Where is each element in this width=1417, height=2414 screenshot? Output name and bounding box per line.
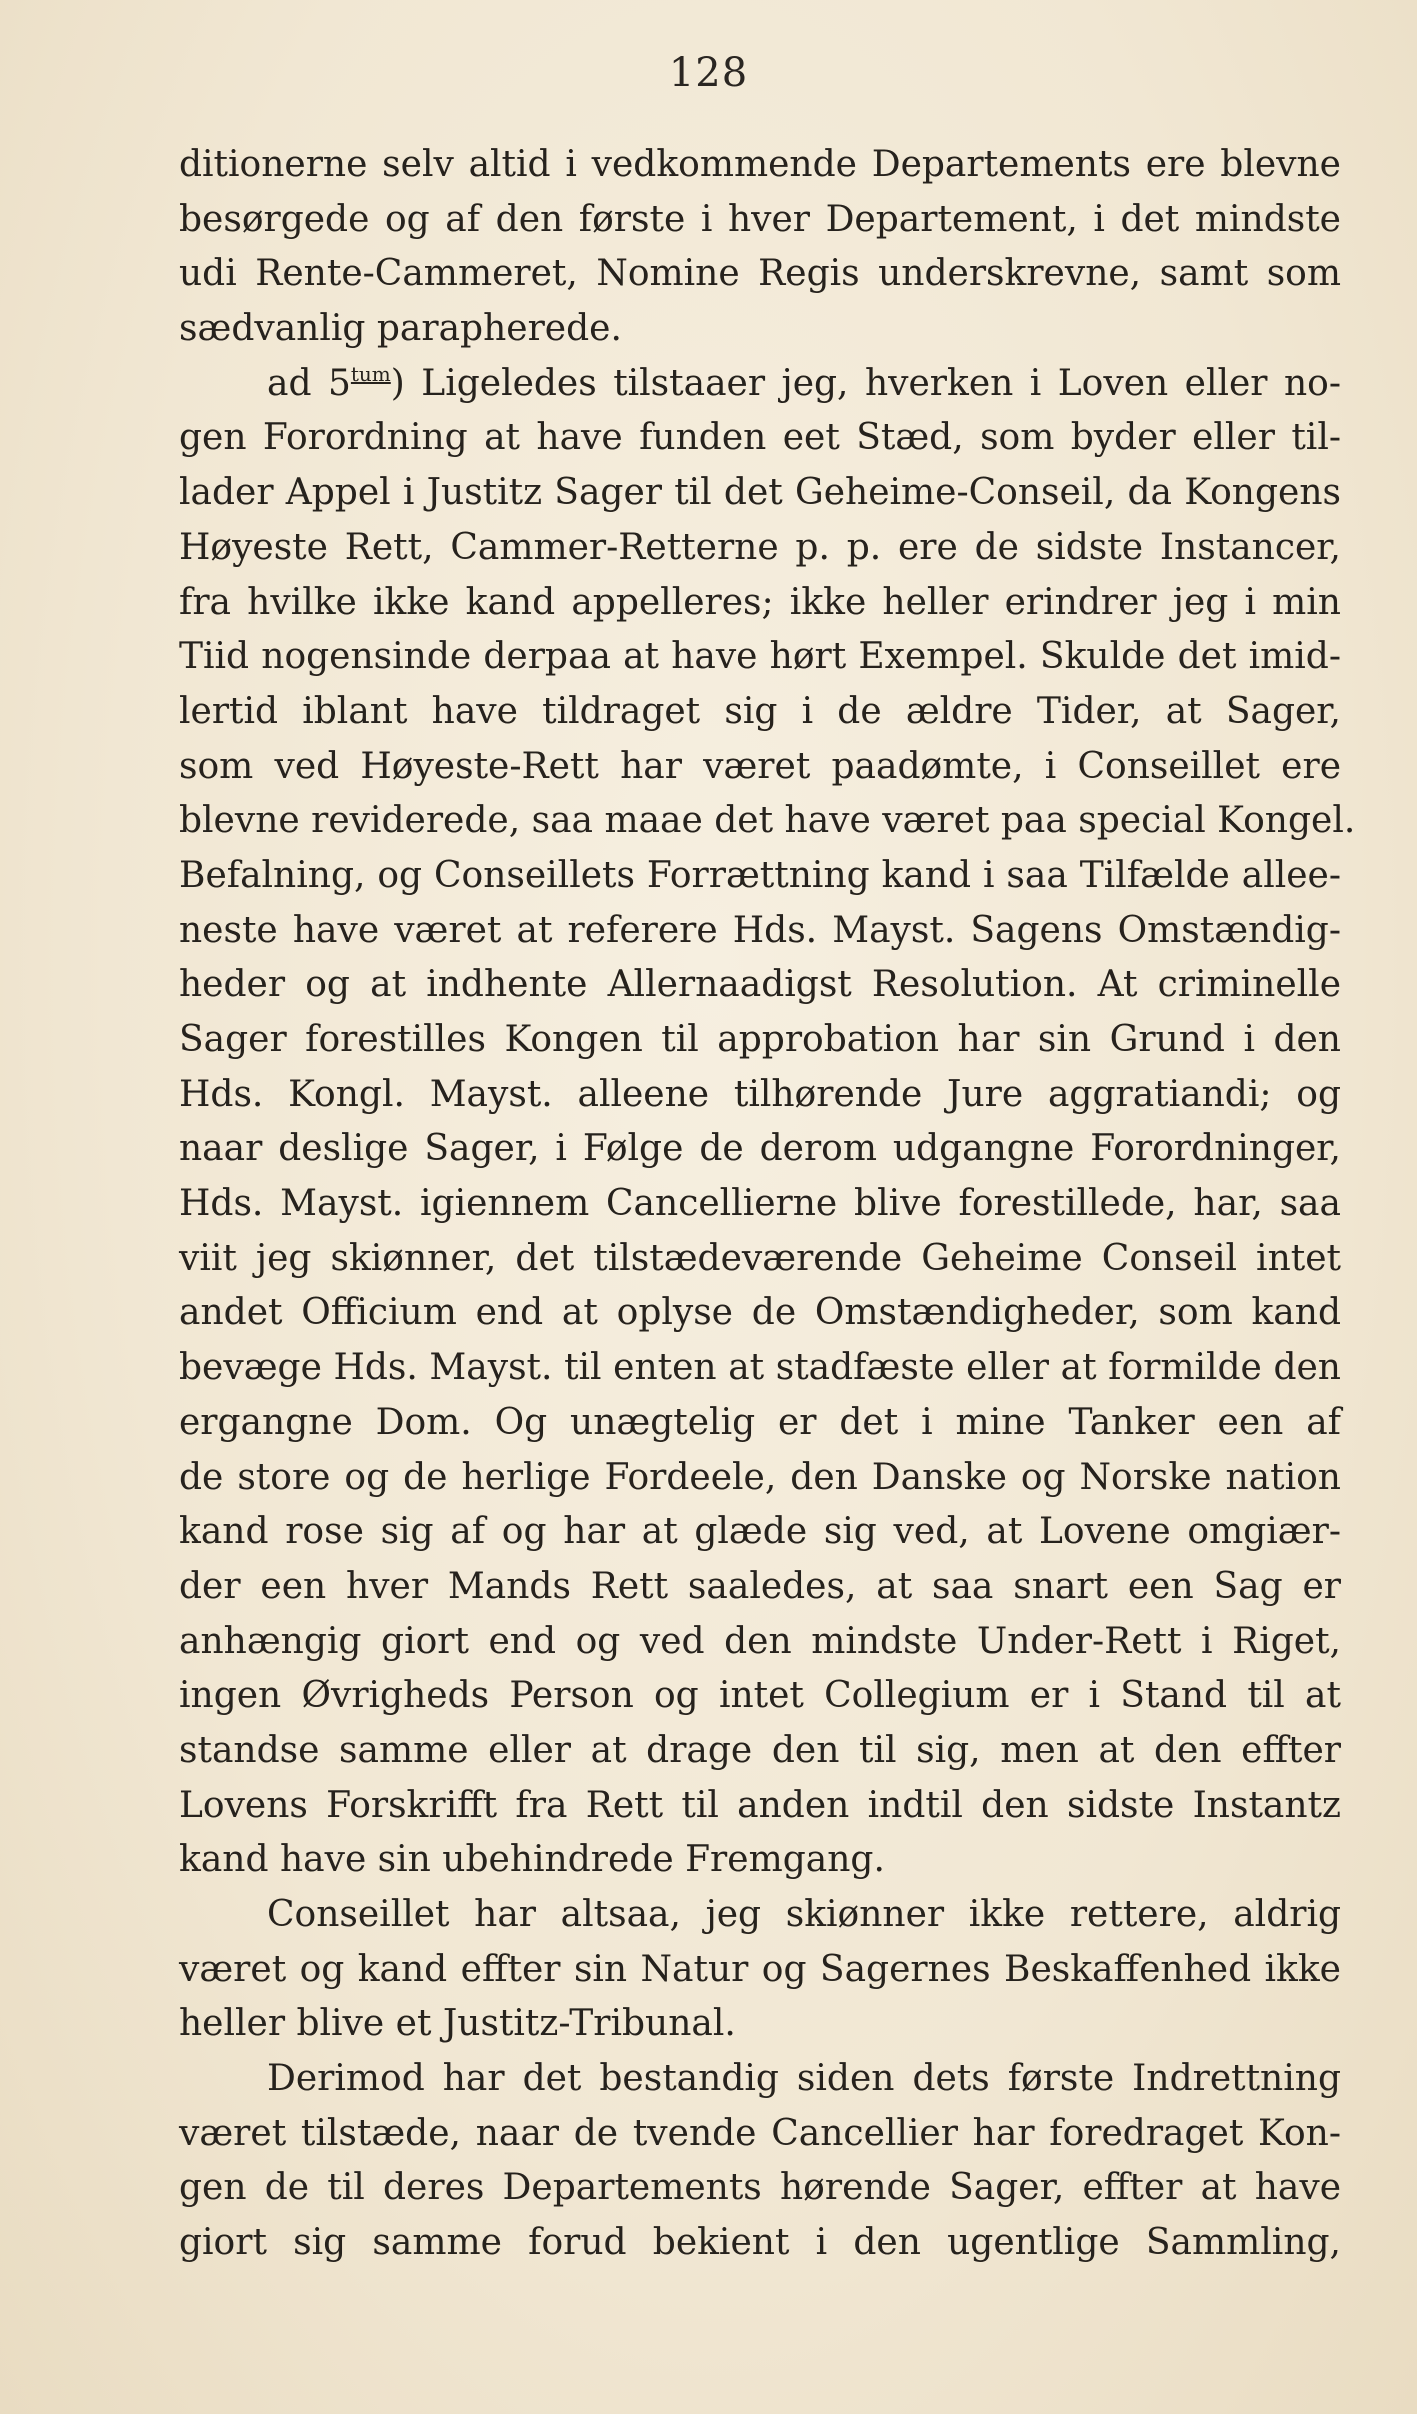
text-line: ingen Øvrigheds Person og intet Collegium er i Stand til at [179,1675,1341,1717]
text-line: andet Officium end at oplyse de Omstændigheder, som kand [179,1292,1341,1334]
text-line: heller blive et Justitz-Tribunal. [179,2003,736,2045]
text-line: Derimod har det bestandig siden dets første Indrettning [267,2058,1341,2100]
text-line: Sager forestilles Kongen til approbation har sin Grund i den [179,1019,1341,1060]
text-line: de store og de herlige Fordeele, den Danske og Norske nation [179,1456,1341,1498]
text-line: ergangne Dom. Og unægtelig er det i mine Tanker een af [179,1401,1341,1443]
text-line: bevæge Hds. Mayst. til enten at stadfæste eller at formilde den [179,1347,1341,1389]
text-line: besørgede og af den første i hver Departement, i det mindste [179,198,1341,240]
text-line: kand rose sig af og har at glæde sig ved, at Lovene omgiær- [179,1511,1341,1553]
text-line: der een hver Mands Rett saaledes, at saa snart een Sag er [179,1565,1341,1607]
text-line: anhængig giort end og ved den mindste Under-Rett i Riget, [179,1620,1341,1662]
page-number: 128 [668,50,749,96]
text-line: Hds. Kongl. Mayst. alleene tilhørende Jure aggratiandi; og [179,1073,1341,1115]
text-line: lertid iblant have tildraget sig i de ældre Tider, at Sager, [179,690,1341,732]
text-line: Høyeste Rett, Cammer-Retterne p. p. ere de sidste Instancer, [179,526,1341,568]
text-line: blevne reviderede, saa maae det have været paa special Kongel. [179,800,1356,842]
text-line: giort sig samme forud bekient i den ugentlige Sammling, [179,2222,1341,2264]
text-line: viit jeg skiønner, det tilstædeværende Geheime Conseil intet [179,1237,1341,1279]
body-text [179,138,1356,2271]
text-line: Tiid nogensinde derpaa at have hørt Exempel. Skulde det imid- [179,636,1341,678]
text-line: neste have været at referere Hds. Mayst. Sagens Omstændig- [179,909,1341,951]
text-line: Lovens Forskrifft fra Rett til anden indtil den sidste Instantz [179,1784,1341,1826]
ordinal-suffix: tum [350,361,391,386]
text-line: fra hvilke ikke kand appelleres; ikke heller erindrer jeg i min [179,581,1341,623]
text-line: gen Forordning at have funden eet Stæd, som byder eller til- [179,417,1341,459]
text-line: været og kand effter sin Natur og Sagernes Beskaffenhed ikke [179,1948,1341,1990]
text-line: som ved Høyeste-Rett har været paadømte, i Conseillet ere [179,745,1341,787]
text-line: naar deslige Sager, i Følge de derom udgangne Forordninger, [179,1128,1341,1170]
text-line: Hds. Mayst. igiennem Cancellierne blive forestillede, har, saa [179,1183,1341,1225]
text-line: udi Rente-Cammeret, Nomine Regis underskrevne, samt som [179,253,1341,295]
text-line: ditionerne selv altid i vedkommende Departements ere blevne [179,144,1341,185]
text-line: standse samme eller at drage den til sig, men at den effter [179,1729,1341,1771]
section-5-text: ) Ligeledes tilstaaer jeg, hverken i Loven eller no- [390,362,1341,404]
text-line-section-5 [179,357,1341,412]
text-line: gen de til deres Departements hørende Sager, effter at have [179,2167,1341,2209]
text-line: været tilstæde, naar de tvende Cancellier har foredraget Kon- [179,2112,1341,2154]
text-line: heder og at indhente Allernaadigst Resolution. At criminelle [179,964,1341,1006]
text-line: Befalning, og Conseillets Forrættning kand i saa Tilfælde allee- [179,854,1341,896]
section-marker: ad 5 [267,362,351,404]
text-line: kand have sin ubehindrede Fremgang. [179,1839,885,1881]
text-line: sædvanlig parapherede. [179,308,622,350]
text-line: lader Appel i Justitz Sager til det Geheime-Conseil, da Kongens [179,472,1341,514]
text-line: Conseillet har altsaa, jeg skiønner ikke rettere, aldrig [267,1894,1341,1935]
